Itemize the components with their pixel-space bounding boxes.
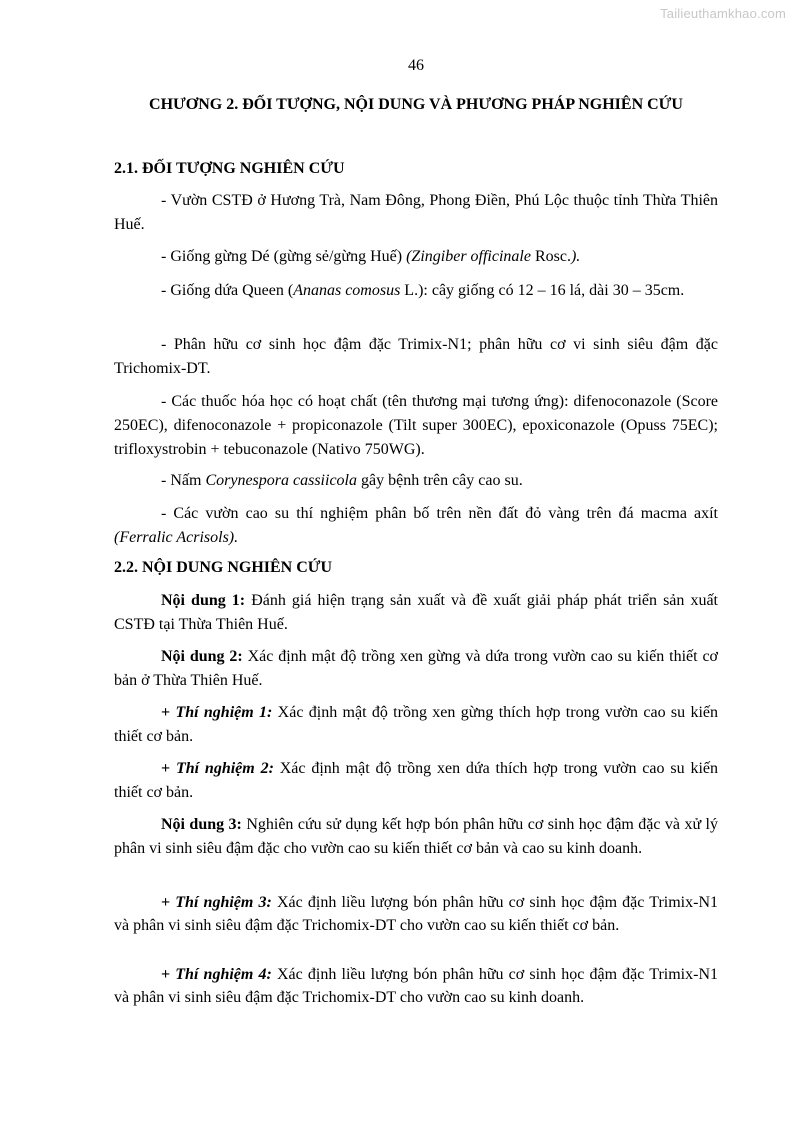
- experiment-prefix: +: [161, 704, 176, 721]
- experiment-label: Thí nghiệm 4:: [175, 966, 272, 983]
- page-number: 46: [408, 57, 424, 74]
- paragraph-text: Xác định mật độ trồng xen gừng thích hợp trong vườn cao su kiến thiết cơ bản.: [114, 704, 719, 745]
- paragraph-fungus: [114, 469, 718, 493]
- paragraph-text: Xác định mật độ trồng xen gừng và dứa trong vườn cao su kiến thiết cơ bản ở Thừa Thiên Huế.: [114, 648, 718, 689]
- chapter-title: CHƯƠNG 2. ĐỐI TƯỢNG, NỘI DUNG VÀ PHƯƠNG PHÁP NGHIÊN CỨU: [149, 96, 683, 113]
- paragraph-text: Xác định mật độ trồng xen dứa thích hợp trong vườn cao su kiến thiết cơ bản.: [114, 760, 718, 801]
- paragraph-text: - Các thuốc hóa học có hoạt chất (tên thương mại tương ứng): difenoconazole (Score 250EC), difenoconazole + propiconazole (Tilt super 300EC), epoxiconazole (Opuss 75EC); trifloxystrobin + tebuconazole (Nativo 750WG).: [114, 393, 718, 458]
- experiment-label: Thí nghiệm 3:: [175, 894, 272, 911]
- paragraph-text: Xác định liều lượng bón phân hữu cơ sinh học đậm đặc Trimix-N1 và phân vi sinh siêu đậm đặc Trichomix-DT cho vườn cao su kinh doanh.: [114, 966, 719, 1006]
- paragraph-text: - Các vườn cao su thí nghiệm phân bố trên nền đất đỏ vàng trên đá macma axít: [161, 505, 718, 522]
- experiment-label: Thí nghiệm 2:: [175, 760, 274, 777]
- paragraph-text: - Nấm: [161, 472, 206, 489]
- paragraph-experiment-2: [114, 757, 718, 805]
- paragraph-text: - Phân hữu cơ sinh học đậm đặc Trimix-N1; phân hữu cơ vi sinh siêu đậm đặc Trichomix-DT.: [114, 336, 718, 377]
- paragraph-ginger-variety: [114, 245, 718, 269]
- paragraph-text: - Giống gừng Dé (gừng sẻ/gừng Huế): [161, 248, 407, 265]
- scientific-name: Ananas comosus: [293, 282, 401, 299]
- paragraph-object-gardens: [114, 189, 718, 237]
- paragraph-text: L.): cây giống có 12 – 16 lá, dài 30 – 35cm.: [400, 282, 685, 299]
- section-heading-2-1: 2.1. ĐỐI TƯỢNG NGHIÊN CỨU: [114, 160, 345, 177]
- paragraph-text: ).: [570, 248, 581, 265]
- paragraph-text: Đánh giá hiện trạng sản xuất và đề xuất giải pháp phát triển sản xuất CSTĐ tại Thừa Thiên Huế.: [114, 592, 718, 633]
- experiment-prefix: +: [161, 760, 176, 777]
- paragraph-text: Nghiên cứu sử dụng kết hợp bón phân hữu cơ sinh học đậm đặc và xử lý phân vi sinh siêu đậm đặc cho vườn cao su kiến thiết cơ bản và cao su kinh doanh.: [114, 816, 719, 857]
- experiment-label: Thí nghiệm 1:: [175, 704, 273, 721]
- content-label: Nội dung 2:: [161, 648, 243, 665]
- paragraph-chemicals: [114, 390, 718, 462]
- paragraph-experiment-1: [114, 701, 718, 749]
- paragraph-text: - Giống dứa Queen (: [161, 282, 294, 299]
- paragraph-content-1: [114, 589, 718, 637]
- paragraph-experiment-4: [114, 963, 718, 1009]
- paragraph-text: - Vườn CSTĐ ở Hương Trà, Nam Đông, Phong Điền, Phú Lộc thuộc tỉnh Thừa Thiên Huế.: [114, 192, 718, 233]
- section-heading-2-2: 2.2. NỘI DUNG NGHIÊN CỨU: [114, 559, 333, 576]
- paragraph-pineapple-variety: [114, 279, 718, 303]
- paragraph-content-3: [114, 813, 718, 861]
- paragraph-text: Rosc.: [530, 248, 571, 265]
- experiment-prefix: +: [161, 894, 176, 911]
- paragraph-experiment-3: [114, 891, 718, 937]
- content-label: Nội dung 1:: [161, 592, 246, 609]
- paragraph-text: gây bệnh trên cây cao su.: [356, 472, 523, 489]
- scientific-name: (Zingiber officinale: [406, 248, 531, 265]
- scientific-name: Corynespora cassiicola: [205, 472, 357, 489]
- paragraph-soil: [114, 502, 718, 550]
- soil-type: (Ferralic Acrisols).: [114, 529, 239, 546]
- watermark: Tailieuthamkhao.com: [660, 6, 786, 21]
- content-label: Nội dung 3:: [161, 816, 242, 833]
- paragraph-content-2: [114, 645, 718, 693]
- paragraph-fertilizers: [114, 333, 718, 381]
- paragraph-text: Xác định liều lượng bón phân hữu cơ sinh học đậm đặc Trimix-N1 và phân vi sinh siêu đậm đặc Trichomix-DT cho vườn cao su kiến thiết cơ bản.: [114, 894, 719, 934]
- experiment-prefix: +: [161, 966, 176, 983]
